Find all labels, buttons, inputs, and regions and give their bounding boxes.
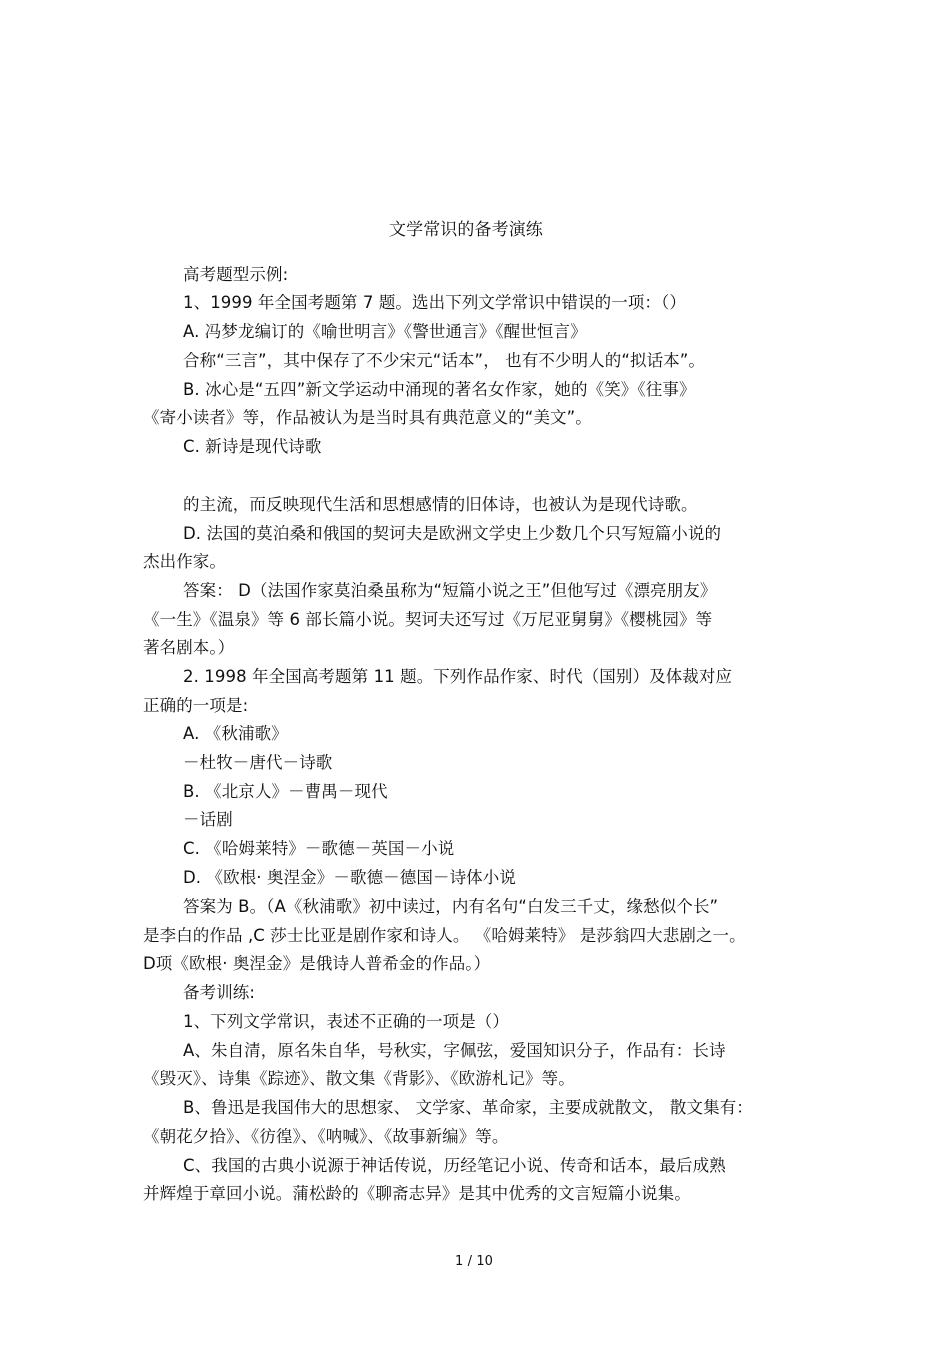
question-2-option-d: D. 《欧根· 奥涅金》－歌德－德国－诗体小说 [183,868,516,887]
section-heading-examples: 高考题型示例: [183,265,289,284]
practice-1-option-a: A、朱自清，原名朱自华，号秋实，字佩弦，爱国知识分子，作品有：长诗 [183,1041,726,1060]
section-heading-practice: 备考训练: [183,983,256,1002]
question-2-option-a: A. 《秋浦歌》 [183,724,288,743]
practice-1-option-c-cont: 并辉煌于章回小说。蒲松龄的《聊斋志异》是其中优秀的文言短篇小说集。 [143,1184,691,1203]
question-1-option-d: D. 法国的莫泊桑和俄国的契诃夫是欧洲文学史上少数几个只写短篇小说的 [183,524,722,543]
page-number: 1 / 10 [455,1254,494,1269]
answer-2: 答案为 B。（A《秋浦歌》初中读过，内有名句“白发三千丈，缘愁似个长” [183,897,719,916]
answer-1: 答案： D（法国作家莫泊桑虽称为“短篇小说之王”但他写过《漂亮朋友》 [183,581,717,600]
answer-2-cont: 是李白的作品 ,C 莎士比亚是剧作家和诗人。 《哈姆莱特》 是莎翁四大悲剧之一。 [143,926,746,945]
question-1-option-b: B. 冰心是“五四”新文学运动中涌现的著名女作家，她的《笑》《往事》 [183,380,696,399]
question-1-option-a-cont: 合称“三言”，其中保存了不少宋元“话本”， 也有不少明人的“拟话本”。 [183,351,706,370]
answer-1-cont-2: 著名剧本。） [143,638,235,657]
question-1-option-b-cont: 《寄小读者》等，作品被认为是当时具有典范意义的“美文”。 [143,408,592,427]
practice-1-option-b: B、鲁迅是我国伟大的思想家、 文学家、革命家，主要成就散文， 散文集有： [183,1098,753,1117]
question-1-option-c-cont: 的主流，而反映现代生活和思想感情的旧体诗，也被认为是现代诗歌。 [183,495,698,514]
practice-1-option-a-cont: 《毁灭》、诗集《踪迹》、散文集《背影》、《欧游札记》等。 [143,1069,575,1088]
question-2-option-b: B. 《北京人》－曹禺－现代 [183,782,388,801]
document-title: 文学常识的备考演练 [389,220,543,240]
practice-1-option-b-cont: 《朝花夕拾》、《彷徨》、《呐喊》、《故事新编》等。 [143,1127,509,1146]
answer-2-cont-2: D项《欧根· 奥涅金》是俄诗人普希金的作品。） [143,954,491,973]
question-1-stem: 1、1999 年全国考题第 7 题。选出下列文学常识中错误的一项：（） [183,293,686,312]
answer-1-cont: 《一生》《温泉》等 6 部长篇小说。契诃夫还写过《万尼亚舅舅》《樱桃园》等 [143,610,713,629]
question-1-option-d-cont: 杰出作家。 [143,552,226,571]
practice-1-option-c: C、我国的古典小说源于神话传说，历经笔记小说、传奇和话本，最后成熟 [183,1156,726,1175]
question-2-option-a-cont: －杜牧－唐代－诗歌 [183,753,333,772]
question-2-option-c: C. 《哈姆莱特》－歌德－英国－小说 [183,839,455,858]
question-2-option-b-cont: －话剧 [183,810,233,829]
question-1-option-a: A. 冯梦龙编订的《喻世明言》《警世通言》《醒世恒言》 [183,322,587,341]
practice-1-stem: 1、下列文学常识，表述不正确的一项是（） [183,1012,509,1031]
question-2-stem: 2. 1998 年全国高考题第 11 题。下列作品作家、时代（国别）及体裁对应 [183,667,733,686]
question-1-option-c: C. 新诗是现代诗歌 [183,437,322,456]
question-2-stem-cont: 正确的一项是: [143,696,249,715]
